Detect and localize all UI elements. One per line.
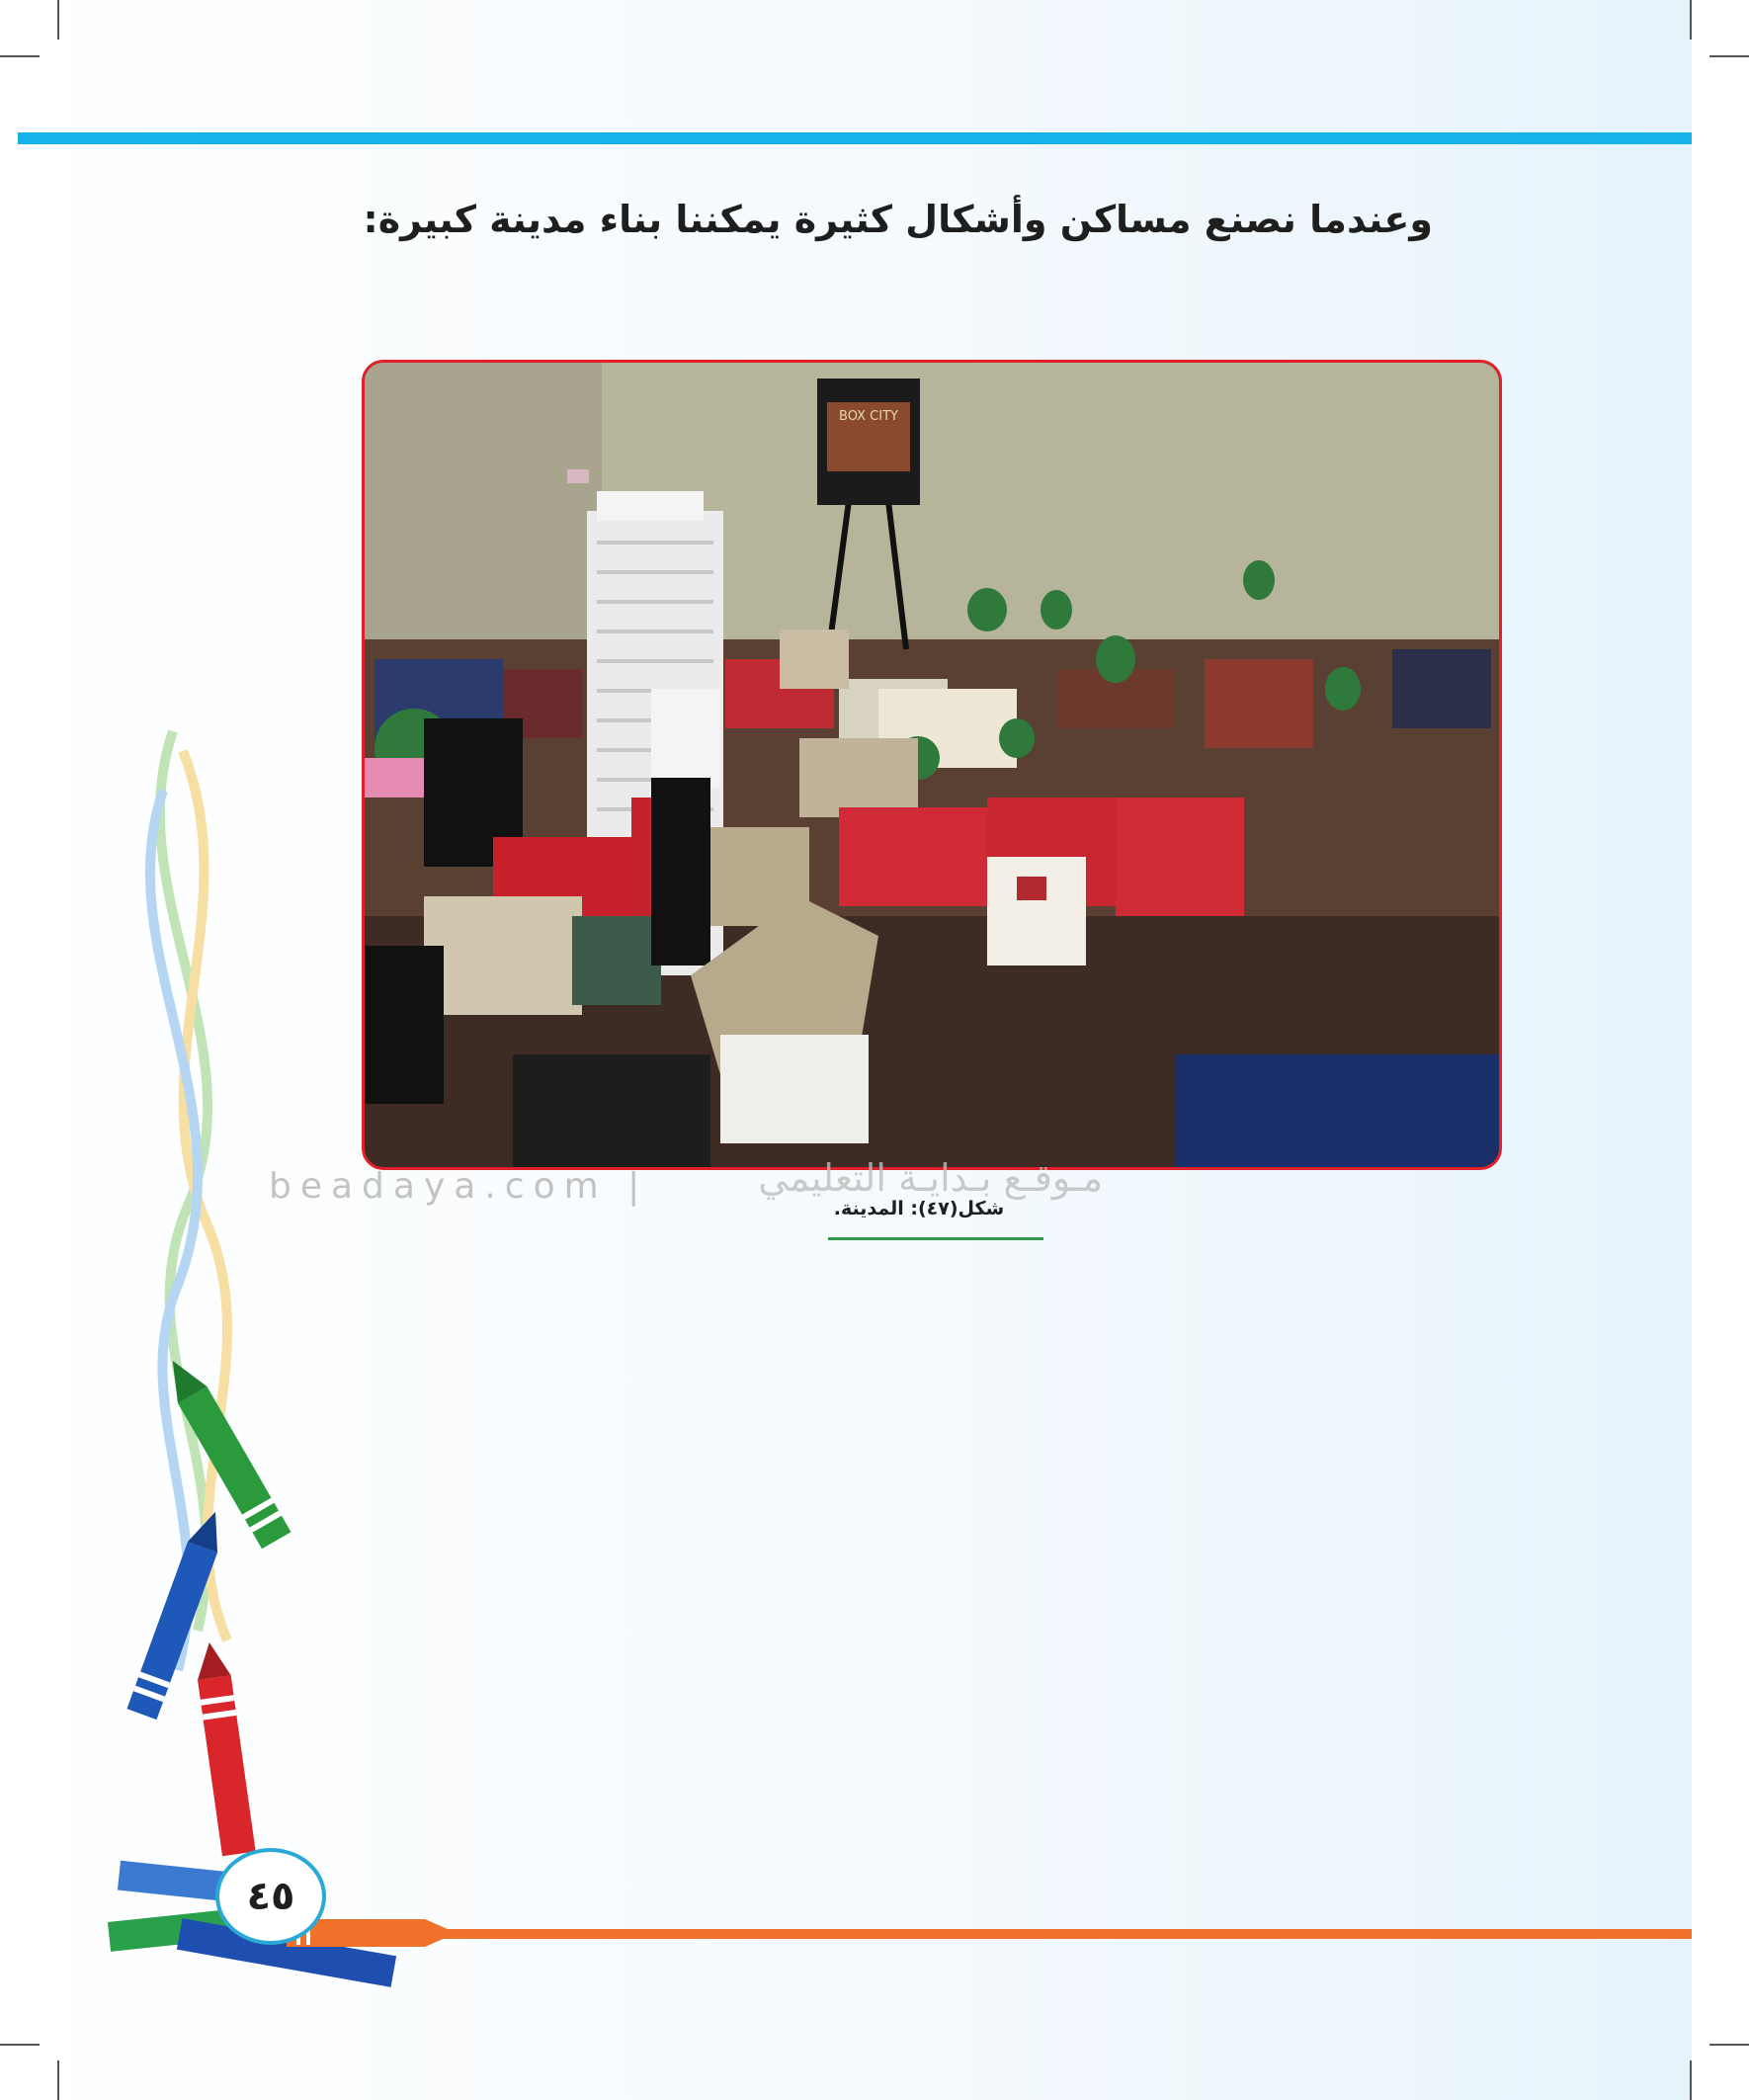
green-box xyxy=(572,916,661,1005)
page-heading: وعندما نصنع مساكن وأشكال كثيرة يمكننا بناء مدينة كبيرة: xyxy=(363,198,1433,241)
tower-top xyxy=(597,491,704,521)
church-door xyxy=(1017,877,1046,900)
tan-building xyxy=(799,738,918,817)
watermark-arabic: مـوقـع بـدايـة التعليمي xyxy=(758,1156,1103,1200)
city-model-photo xyxy=(362,360,1502,1170)
tower-flag xyxy=(567,469,589,483)
crop-mark xyxy=(1690,0,1692,40)
red-building xyxy=(1116,798,1244,916)
crayon-decoration xyxy=(0,0,455,2100)
watermark-latin: beadaya.com | xyxy=(269,1166,649,1207)
red-building xyxy=(839,807,987,906)
crop-mark xyxy=(1690,2060,1692,2100)
crayon-icon xyxy=(193,1640,256,1857)
caption-underline xyxy=(828,1237,1043,1240)
crop-mark xyxy=(1709,2044,1749,2046)
page-number: ٤٥ xyxy=(215,1848,326,1945)
white-building xyxy=(651,689,720,788)
white-building xyxy=(720,1035,869,1143)
building xyxy=(780,630,849,689)
blue-cloth xyxy=(1175,1054,1499,1167)
white-church xyxy=(987,857,1086,966)
figure-caption: شكل(٤٧): المدينة. xyxy=(833,1198,1005,1219)
building xyxy=(1392,649,1491,728)
building xyxy=(1205,659,1313,748)
bottom-rule xyxy=(415,1929,1692,1939)
black-tower xyxy=(651,778,710,966)
black-box xyxy=(513,1054,710,1167)
city-model-illustration xyxy=(365,363,1499,1167)
crop-mark xyxy=(1709,55,1749,57)
poster-text: BOX CITY xyxy=(839,409,898,424)
